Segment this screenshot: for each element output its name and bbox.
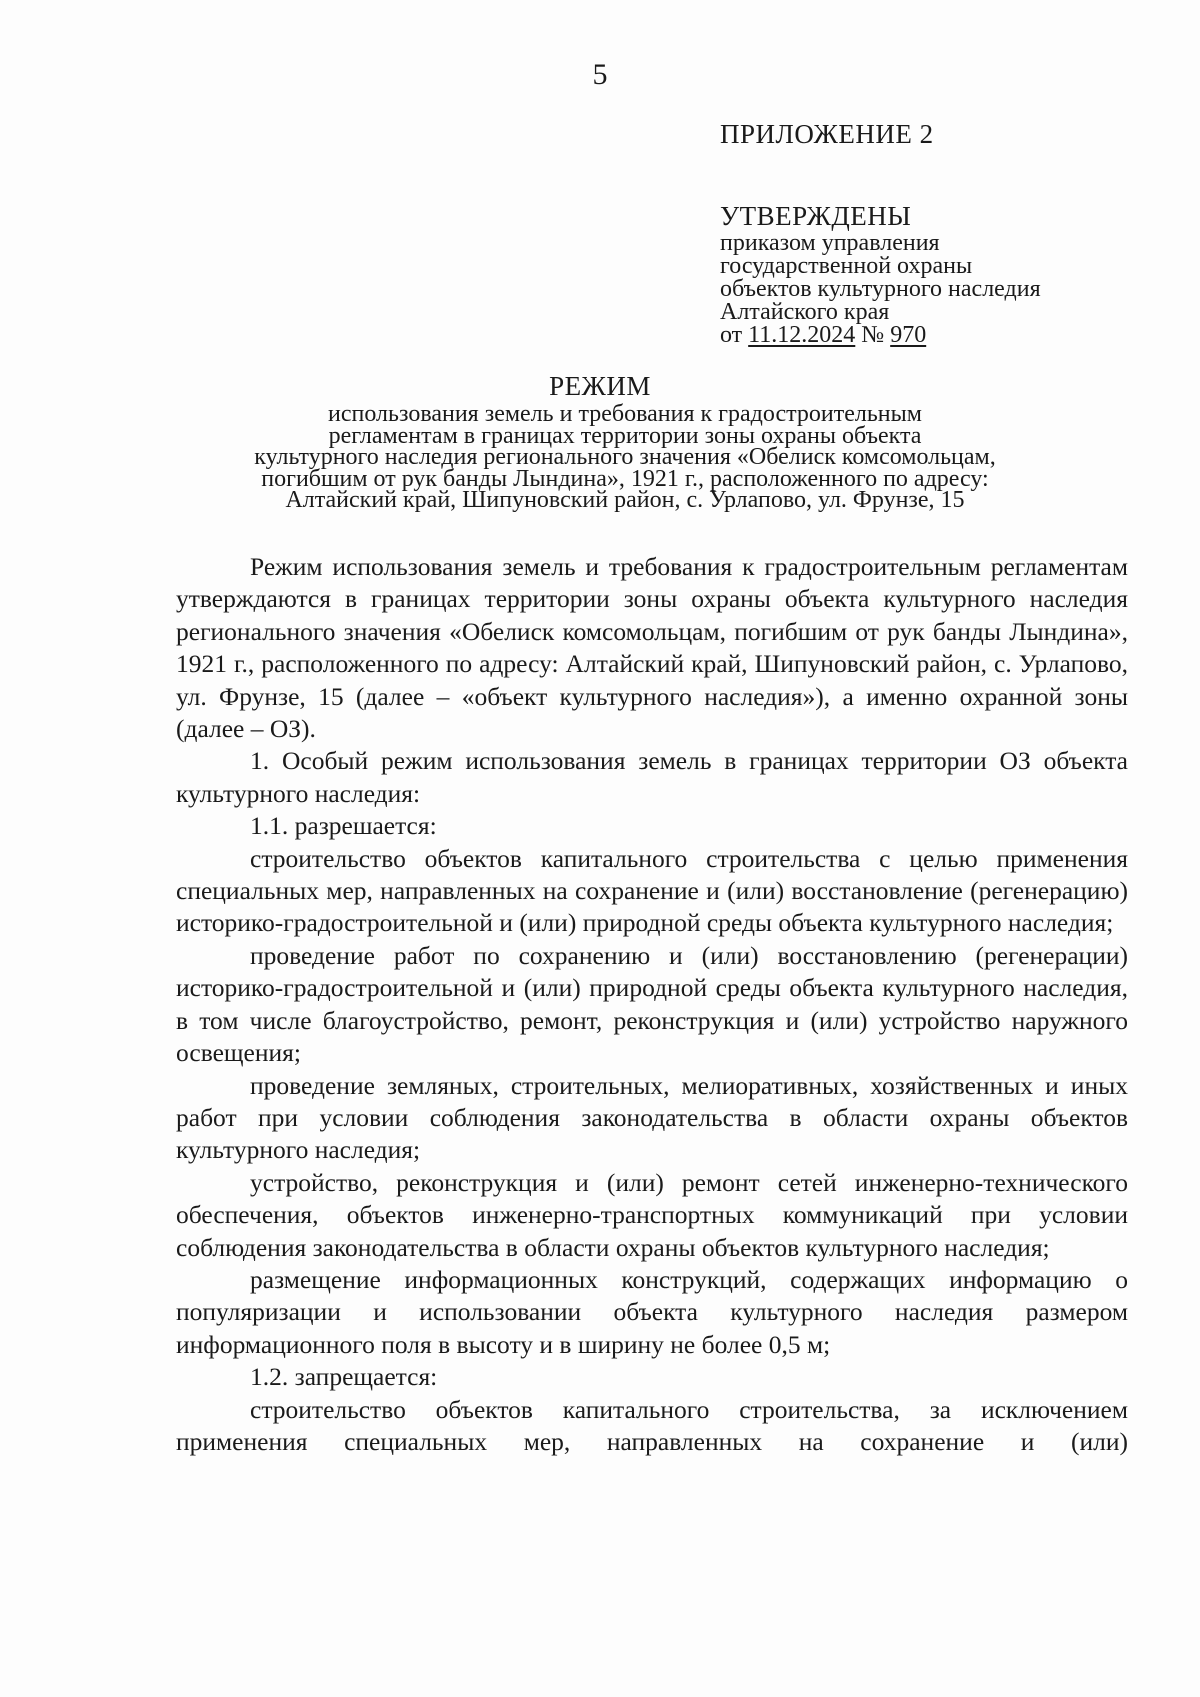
- approved-label: УТВЕРЖДЕНЫ: [720, 201, 912, 231]
- subtitle-line: погибшим от рук банды Лындина», 1921 г., расположенного по адресу:: [261, 465, 989, 492]
- order-reference: [720, 324, 1160, 347]
- approval-block: [720, 118, 1160, 347]
- appendix-label: ПРИЛОЖЕНИЕ 2: [720, 119, 934, 149]
- paragraph-section-1: 1. Особый режим использования земель в границах территории ОЗ объекта культурного наследия:: [176, 746, 1128, 808]
- paragraph-allowed-item: проведение работ по сохранению и (или) восстановлению (регенерации) историко-градостроительной и (или) природной среды объекта культурного наследия, в том числе благоустройство, ремонт, реконструкция и (или) устройство наружного освещения;: [176, 940, 1128, 1068]
- body-text: [176, 551, 1128, 1458]
- subtitle-line: культурного наследия регионального значения «Обелиск комсомольцам,: [254, 444, 996, 470]
- subtitle-line: Алтайский край, Шипуновский район, с. Урлапово, ул. Фрунзе, 15: [285, 487, 965, 513]
- approval-line: Алтайского края: [720, 299, 890, 325]
- paragraph-allowed-item: строительство объектов капитального строительства с целью применения специальных мер, направленных на сохранение и (или) восстановление (регенерацию) историко-градостроительной и (или) природной среды объекта культурного наследия;: [176, 843, 1128, 938]
- order-date: 11.12.2024: [748, 322, 856, 348]
- paragraph-prohibited-heading: 1.2. запрещается:: [250, 1362, 438, 1392]
- approval-line: государственной охраны: [720, 253, 973, 279]
- document-subtitle: [180, 401, 1070, 513]
- paragraph-allowed-item: проведение земляных, строительных, мелиоративных, хозяйственных и иных работ при условии соблюдения законодательства в области охраны объектов культурного наследия;: [176, 1070, 1128, 1165]
- approval-line: приказом управления: [720, 230, 940, 256]
- paragraph-intro: Режим использования земель и требования к градостроительным регламентам утверждаются в границах территории зоны охраны объекта культурного наследия регионального значения «Обелиск комсомольцам, погибшим от рук банды Лындина», 1921 г., расположенного по адресу: Алтайский край, Шипуновский район, с. Урлапово, ул. Фрунзе, 15 (далее – «объект культурного наследия»), а именно охранной зоны (далее – ОЗ).: [176, 552, 1128, 744]
- document-title: РЕЖИМ: [549, 371, 651, 401]
- paragraph-allowed-item: размещение информационных конструкций, содержащих информацию о популяризации и использовании объекта культурного наследия размером информационного поля в высоту и в ширину не более 0,5 м;: [176, 1264, 1128, 1359]
- subtitle-line: регламентам в границах территории зоны охраны объекта: [328, 422, 922, 449]
- subtitle-line: использования земель и требования к градостроительным: [328, 401, 922, 427]
- paragraph-prohibited-item: строительство объектов капитального строительства, за исключением применения специальных мер, направленных на сохранение и (или): [176, 1394, 1128, 1456]
- order-number: 970: [890, 322, 927, 348]
- page-number: 5: [592, 58, 608, 91]
- order-number-sign: №: [855, 322, 891, 348]
- paragraph-allowed-heading: 1.1. разрешается:: [250, 811, 437, 841]
- paragraph-allowed-item: устройство, реконструкция и (или) ремонт сетей инженерно-технического обеспечения, объектов инженерно-транспортных коммуникаций при условии соблюдения законодательства в области охраны объектов культурного наследия;: [176, 1167, 1128, 1262]
- order-prefix: от: [720, 322, 749, 348]
- approval-line: объектов культурного наследия: [720, 276, 1041, 302]
